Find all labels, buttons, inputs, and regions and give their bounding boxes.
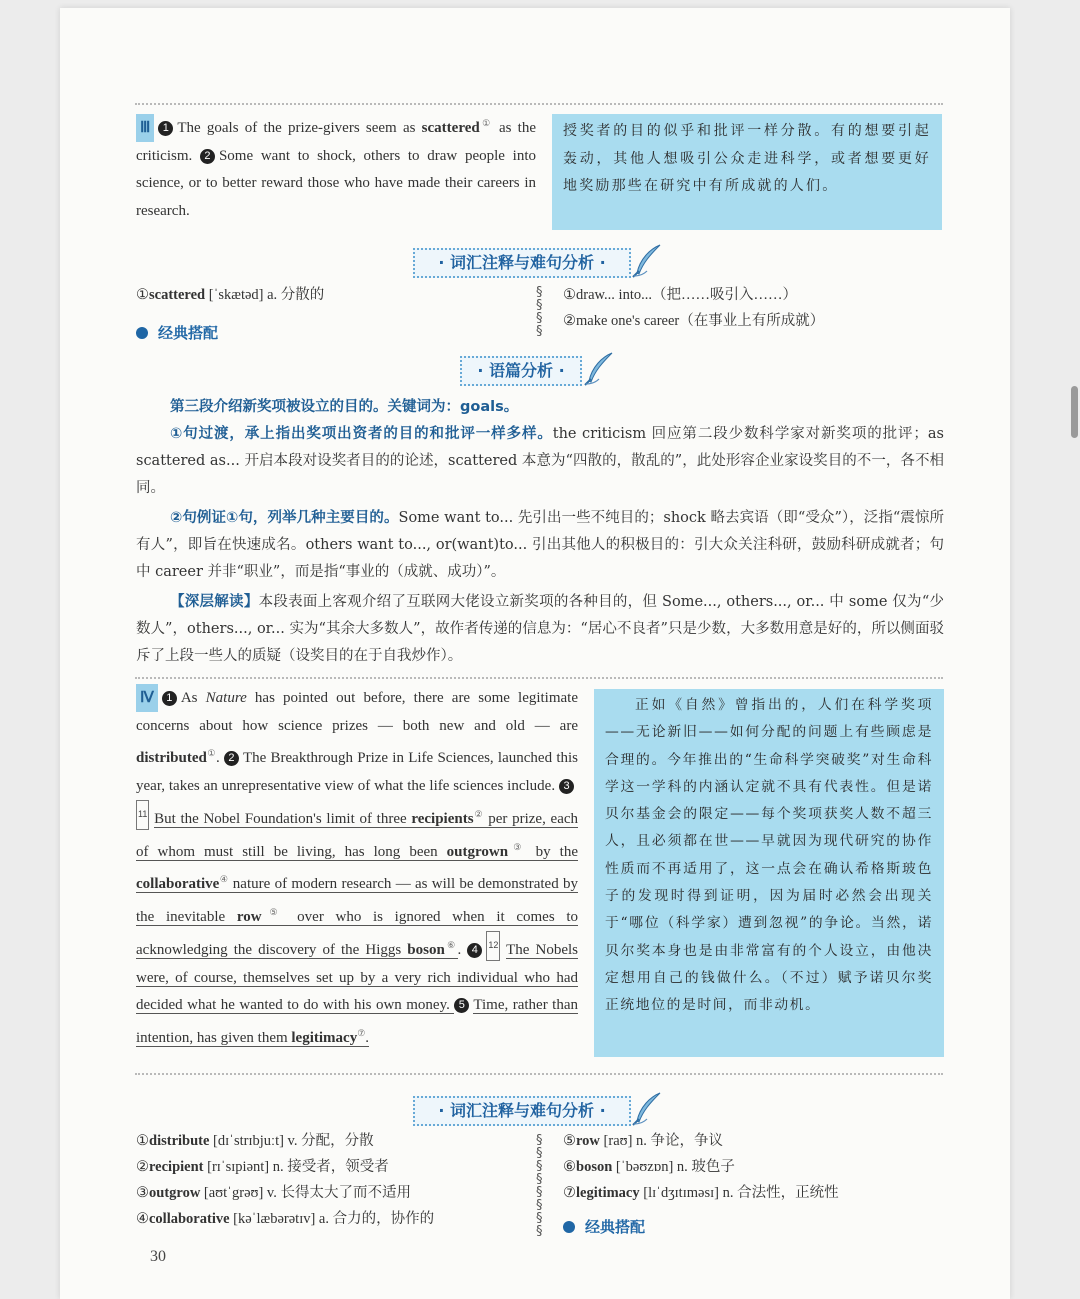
wavy-divider: § § § § § § § § bbox=[536, 1133, 543, 1239]
vocab-analysis-banner: · 词汇注释与难句分析 · bbox=[413, 248, 631, 278]
collocation-item: ②make one's career（在事业上有所成就） bbox=[563, 313, 825, 329]
vocab-entry: ①scattered [ˈskætəd] a. 分散的 bbox=[136, 287, 325, 303]
underlined-sentence: Time, rather than intention, has given them legitimacy⑦. bbox=[136, 997, 578, 1046]
analysis-intro: 第三段介绍新奖项被设立的目的。关键词为：goals。 bbox=[170, 399, 519, 415]
divider-bottom bbox=[135, 1073, 943, 1075]
paragraph-marker: Ⅲ bbox=[136, 114, 154, 142]
paragraph-marker: Ⅳ bbox=[136, 684, 158, 712]
sentence-number: 2 bbox=[200, 149, 215, 164]
discourse-analysis-text bbox=[136, 394, 944, 670]
divider-middle bbox=[135, 677, 943, 679]
difficult-sentence-tag: 11 bbox=[136, 800, 149, 830]
vocab-entry: ⑤row [raʊ] n. 争论，争议 bbox=[563, 1133, 724, 1149]
feather-pen-icon bbox=[582, 351, 616, 387]
discourse-analysis-banner: · 语篇分析 · bbox=[460, 356, 582, 386]
scrollbar-thumb[interactable] bbox=[1071, 386, 1078, 438]
feather-pen-icon bbox=[630, 243, 664, 279]
sentence-number: 2 bbox=[224, 751, 239, 766]
wavy-divider: § § § § bbox=[536, 285, 543, 339]
sentence-number: 1 bbox=[158, 121, 173, 136]
sentence-number: 4 bbox=[467, 943, 482, 958]
vocab-analysis-banner: · 词汇注释与难句分析 · bbox=[413, 1096, 631, 1126]
analysis-paragraph: ①句过渡，承上指出奖项出资者的目的和批评一样多样。the criticism 回应第二段少数科学家对新奖项的批评；as scattered as... 开启本段对设奖者目的的论述，scattered 本意为“四散的，散乱的”，此处形容企业家设奖目的不一，各不相同。 bbox=[136, 426, 945, 496]
collocation-heading: 经典搭配 bbox=[136, 320, 436, 347]
vocab-list-right bbox=[563, 1128, 943, 1241]
feather-pen-icon bbox=[630, 1091, 664, 1127]
vocab-entry: ④collaborative [kəˈlæbərətɪv] a. 合力的，协作的 bbox=[136, 1211, 435, 1227]
vocab-word: scattered bbox=[421, 120, 480, 136]
paragraph-4-translation: 正如《自然》曾指出的，人们在科学奖项——无论新旧——如何分配的问题上有些顾虑是合理的。今年推出的“生命科学突破奖”对生命科学这一学科的内涵认定就不具有代表性。但是诺贝尔基金会的限定——每个奖项获奖人数不超三人，且必须都在世——早就因为现代研究的协作性质而不再适用了，这一点会在确认希格斯玻色子的发现时得到证明，因为届时必然会出现关于“哪位（科学家）遭到忽视”的争论。当然，诺贝尔奖本身也是由非常富有的个人设立，由他决定想用自己的钱做什么。（不过）赋予诺贝尔奖正统地位的是时间，而非动机。 bbox=[594, 689, 944, 1057]
sentence-number: 5 bbox=[454, 998, 469, 1013]
paragraph-3-english: Ⅲ 1 The goals of the prize-givers seem as scattered① as the criticism. 2 Some want to shock, others to draw people into science, or to better reward those who have made their careers in research. bbox=[136, 110, 536, 225]
divider-top bbox=[135, 103, 943, 105]
difficult-sentence-tag: 12 bbox=[486, 931, 500, 961]
sentence-number: 3 bbox=[559, 779, 574, 794]
sentence-number: 1 bbox=[162, 691, 177, 706]
vocab-entry: ⑥boson [ˈbəʊzɒn] n. 玻色子 bbox=[563, 1159, 735, 1175]
vocab-entry: ①distribute [dɪˈstrɪbjuːt] v. 分配，分散 bbox=[136, 1133, 374, 1149]
collocation-list bbox=[563, 282, 943, 334]
vocab-list-left bbox=[136, 1128, 526, 1232]
vocab-entry: ⑦legitimacy [lɪˈdʒɪtɪməsɪ] n. 合法性，正统性 bbox=[563, 1185, 839, 1201]
analysis-paragraph: ②句例证①句，列举几种主要目的。Some want to... 先引出一些不纯目的；shock 略去宾语（即“受众”），泛指“震惊所有人”，即旨在快速成名。others want to..., or(want)to... 引出其他人的积极目的：引大众关注科研，鼓励科研成就者；句中 career 并非“职业”，而是指“事业的（成就、成功）”。 bbox=[136, 510, 944, 580]
page-number: 30 bbox=[150, 1248, 166, 1265]
bullet-dot-icon bbox=[563, 1221, 575, 1233]
paragraph-3-translation: 授奖者的目的似乎和批评一样分散。有的想要引起轰动，其他人想吸引公众走进科学，或者想要更好地奖励那些在研究中有所成就的人们。 bbox=[552, 114, 942, 230]
collocation-item: ①draw... into...（把……吸引入……） bbox=[563, 287, 797, 303]
vocab-entry: ③outgrow [aʊtˈgrəʊ] v. 长得太大了而不适用 bbox=[136, 1185, 411, 1201]
paragraph-4-english: Ⅳ 1 As Nature has pointed out before, there are some legitimate concerns about how science prizes — both new and old — are distributed①. 2 The Breakthrough Prize in Life Sciences, launched this year, takes an unrepresentative view of what the life sciences include. 311 But the Nobel Foundation's limit of three recipients② per prize, each of whom must still be living, has long been outgrown③ by the collaborative④ nature of modern research — as will be demonstrated by the inevitable row⑤ over who is ignored when it comes to acknowledging the discovery of the Higgs boson⑥. 4 12 The Nobels were, of course, themselves set up by a very rich individual who had decided what he wanted to do with his own money. 5 Time, rather than intention, has given them legitimacy⑦. bbox=[136, 684, 578, 1052]
underlined-sentence: But the Nobel Foundation's limit of three recipients② per prize, each of whom must still be living, has long been outgrown③ by the collaborative④ nature of modern research — as will be demonstrated by the inevitable row⑤ over who is ignored when it comes to acknowledging the discovery of the Higgs boson⑥ bbox=[136, 809, 579, 958]
collocation-heading: 经典搭配 bbox=[563, 1214, 943, 1241]
underlined-sentence: The Nobels were, of course, themselves set up by a very rich individual who had decided what he wanted to do with his own money. bbox=[136, 942, 578, 1013]
bullet-dot-icon bbox=[136, 327, 148, 339]
deep-reading-paragraph: 【深层解读】本段表面上客观介绍了互联网大佬设立新奖项的各种目的，但 Some..., others..., or... 中 some 仅为“少数人”，others..., or... 实为“其余大多数人”，故作者传递的信息为：“居心不良者”只是少数，大多数用意是好的，所以侧面驳斥了上段一些人的质疑（设奖目的在于自我炒作）。 bbox=[136, 594, 944, 664]
vocab-entry: ②recipient [rɪˈsɪpiənt] n. 接受者，领受者 bbox=[136, 1159, 389, 1175]
